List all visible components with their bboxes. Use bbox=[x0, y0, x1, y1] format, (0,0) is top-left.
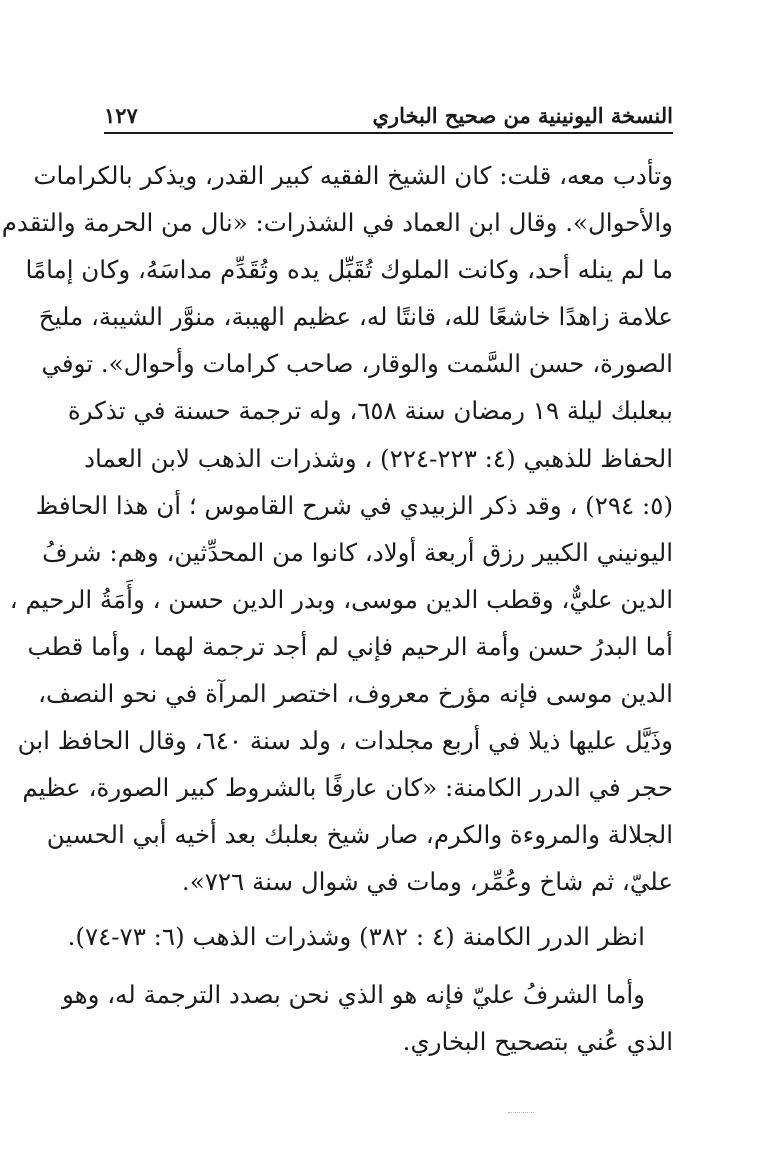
text-line: وأما الشرفُ عليّ فإنه هو الذي نحن بصدد الترجمة له، وهو bbox=[62, 979, 645, 1009]
reference-line: انظر الدرر الكامنة (٤ : ٣٨٢) وشذرات الذهب (٦: ٧٣-٧٤). bbox=[67, 921, 645, 951]
text-line: اليونيني الكبير رزق أربعة أولاد، كانوا من المحدِّثين، وهم: شرفُ bbox=[42, 537, 673, 567]
text-line: أما البدرُ حسن وأمة الرحيم فإني لم أجد ترجمة لهما ، وأما قطب bbox=[27, 631, 673, 661]
paragraph-2 bbox=[62, 971, 673, 1065]
page-header bbox=[104, 92, 673, 134]
text-line: الدين موسى فإنه مؤرخ معروف، اختصر المرآة في نحو النصف، bbox=[38, 679, 673, 709]
text-line: الجلالة والمروءة والكرم، صار شيخ بعلبك بعد أخيه أبي الحسين bbox=[46, 820, 673, 850]
text-line: (٥: ٢٩٤) ، وقد ذكر الزبيدي في شرح القاموس ؛ أن هذا الحافظ bbox=[35, 490, 673, 520]
text-line: حجر في الدرر الكامنة: «كان عارفًا بالشروط كبير الصورة، عظيم bbox=[22, 773, 673, 803]
body-text bbox=[1, 152, 673, 1065]
text-line: ما لم ينله أحد، وكانت الملوك تُقَبِّل يده وتُقَدِّم مداسَهُ، وكان إمامًا bbox=[25, 255, 673, 285]
text-line: وذَيَّل عليها ذيلا في أربع مجلدات ، ولد سنة ٦٤٠، وقال الحافظ ابن bbox=[17, 726, 673, 756]
footer-divider bbox=[508, 1112, 534, 1113]
text-line: ببعلبك ليلة ١٩ رمضان سنة ٦٥٨، وله ترجمة حسنة في تذكرة bbox=[67, 396, 673, 426]
running-title: النسخة اليونينية من صحيح البخاري bbox=[372, 103, 673, 128]
paragraph-1 bbox=[1, 152, 673, 906]
text-line: الذي عُني بتصحيح البخاري. bbox=[402, 1026, 673, 1056]
text-line: الدين عليٌّ، وقطب الدين موسى، وبدر الدين حسن ، وأَمَةُ الرحيم ، bbox=[9, 584, 673, 614]
text-line: علامة زاهدًا خاشعًا لله، قانتًا له، عظيم الهيبة، منوَّر الشيبة، مليحَ bbox=[38, 302, 673, 332]
text-line: عليّ، ثم شاخ وعُمِّر، ومات في شوال سنة ٧٢٦». bbox=[181, 867, 673, 897]
page-number: ١٢٧ bbox=[104, 103, 138, 128]
text-line: وتأدب معه، قلت: كان الشيخ الفقيه كبير القدر، ويذكر بالكرامات bbox=[33, 161, 673, 190]
text-line: الحفاظ للذهبي (٤: ٢٢٣-٢٢٤) ، وشذرات الذهب لابن العماد bbox=[84, 443, 673, 473]
text-line: والأحوال». وقال ابن العماد في الشذرات: «نال من الحرمة والتقدم bbox=[1, 208, 673, 238]
text-line: الصورة، حسن السَّمت والوقار، صاحب كرامات وأحوال». توفي bbox=[41, 349, 673, 379]
